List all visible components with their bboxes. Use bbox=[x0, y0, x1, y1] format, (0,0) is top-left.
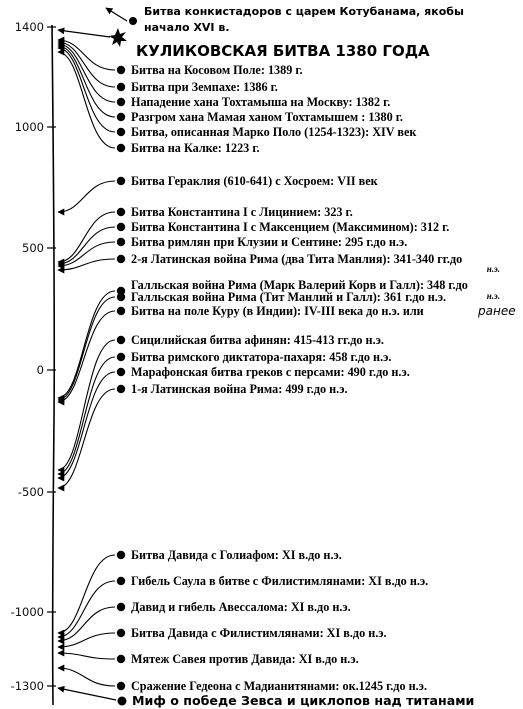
event-label: Галльская война Рима (Тит Манлий и Галл): 361 г.до н.э. bbox=[131, 290, 447, 304]
event-bullet bbox=[117, 385, 125, 393]
event-bullet bbox=[117, 223, 125, 231]
event-label: Сражение Гедеона с Мадианитянами: ок.1245 г.до н.э. bbox=[131, 679, 427, 693]
axis-tick-label: 500 bbox=[22, 241, 44, 255]
event-arrow bbox=[58, 311, 115, 402]
event-bullet bbox=[117, 238, 125, 246]
event-label: Давид и гибель Авессалома: XI в.до н.э. bbox=[131, 600, 351, 614]
event-row bbox=[58, 626, 387, 647]
event-row bbox=[58, 382, 348, 488]
footer-bullet bbox=[118, 697, 127, 706]
event-label: Битва римского диктатора-пахаря: 458 г.до н.э. bbox=[131, 350, 392, 364]
top-note-line-1: Битва конкистадоров с царем Котубанама, якобы bbox=[144, 5, 464, 18]
event-bullet bbox=[117, 307, 125, 315]
top-note-bullet bbox=[129, 17, 137, 25]
event-label: Битва римлян при Клузии и Сентине: 295 г.до н.э. bbox=[131, 235, 408, 249]
event-row bbox=[58, 652, 359, 666]
event-bullet bbox=[117, 551, 125, 559]
event-label: Битва Константина I с Лицинием: 323 г. bbox=[131, 205, 353, 219]
event-arrow bbox=[58, 212, 115, 262]
event-label-handwritten: ранее bbox=[478, 304, 516, 318]
event-arrow bbox=[58, 372, 115, 478]
event-label: 1-я Латинская война Рима: 499 г.до н.э. bbox=[131, 382, 348, 396]
event-row bbox=[58, 548, 342, 633]
event-bullet bbox=[117, 353, 125, 361]
event-bullet bbox=[117, 368, 125, 376]
event-label: Марафонская битва греков с персами: 490 г.до н.э. bbox=[131, 365, 410, 379]
top-note bbox=[106, 5, 464, 34]
event-arrow bbox=[58, 181, 115, 212]
axis-tick-label: -1000 bbox=[10, 605, 44, 619]
headline-group bbox=[58, 28, 430, 60]
event-label: Битва на Калке: 1223 г. bbox=[131, 141, 260, 155]
event-arrow bbox=[58, 653, 115, 659]
event-arrow bbox=[58, 668, 115, 686]
event-row bbox=[58, 252, 500, 274]
event-label: Битва Давида с Голиафом: XI в.до н.э. bbox=[131, 548, 342, 562]
event-bullet bbox=[117, 603, 125, 611]
event-label: Битва Гераклия (610-641) с Хосроем: VII век bbox=[131, 174, 378, 188]
event-label: Галльская война Рима (Марк Валерий Корв и Галл): 348 г.до bbox=[131, 278, 468, 292]
event-list bbox=[58, 40, 516, 693]
event-bullet bbox=[117, 208, 125, 216]
event-label: Битва, описанная Марко Поло (1254-1323): XIV век bbox=[131, 125, 417, 139]
event-arrow bbox=[58, 48, 115, 132]
event-bullet bbox=[117, 682, 125, 690]
event-arrow bbox=[58, 607, 115, 641]
axis-tick-label: 1400 bbox=[14, 20, 44, 34]
event-bullet bbox=[117, 144, 125, 152]
event-bullet bbox=[117, 629, 125, 637]
event-label: 2-я Латинская война Рима (два Тита Манлия): 341-340 гг.до bbox=[131, 252, 463, 266]
headline-arrow bbox=[58, 30, 110, 37]
event-row bbox=[58, 668, 427, 693]
axis-tick-label: -1300 bbox=[10, 679, 44, 693]
event-arrow bbox=[58, 340, 115, 470]
event-bullet bbox=[117, 66, 125, 74]
event-label: Битва на Косовом Поле: 1389 г. bbox=[131, 63, 303, 77]
star-icon bbox=[109, 28, 127, 47]
event-bullet bbox=[117, 98, 125, 106]
axis-tick-label: -500 bbox=[17, 485, 44, 499]
footer-title: Миф о победе Зевса и циклопов над титанами bbox=[132, 693, 475, 708]
event-bullet bbox=[117, 128, 125, 136]
event-label-suffix: н.э. bbox=[486, 291, 500, 301]
axis-tick-label: 0 bbox=[36, 363, 44, 377]
event-bullet bbox=[117, 83, 125, 91]
event-label: Битва Константина I с Максенцием (Максимином): 312 г. bbox=[131, 220, 450, 234]
top-note-line-2: начало XVI в. bbox=[144, 21, 230, 34]
event-label: Нападение хана Тохтамыша на Москву: 1382 г. bbox=[131, 95, 391, 109]
axis-ticks bbox=[11, 20, 56, 693]
event-arrow bbox=[58, 297, 115, 400]
event-bullet bbox=[117, 577, 125, 585]
footer-arrow bbox=[58, 688, 116, 700]
top-note-arrow bbox=[106, 8, 127, 21]
event-bullet bbox=[117, 336, 125, 344]
event-label-suffix: н.э. bbox=[486, 264, 500, 274]
event-label: Гибель Саула в битве с Филистимлянами: XI в.до н.э. bbox=[131, 574, 429, 588]
event-bullet bbox=[117, 177, 125, 185]
event-label: Битва Давида с Филистимлянами: XI в.до н.э. bbox=[131, 626, 387, 640]
event-bullet bbox=[117, 113, 125, 121]
axis-tick-label: 1000 bbox=[14, 120, 44, 134]
event-label: Разгром хана Мамая ханом Тохтамышем : 1380 г. bbox=[131, 110, 403, 124]
event-arrow bbox=[58, 227, 115, 264]
event-bullet bbox=[117, 293, 125, 301]
event-label: Сицилийская битва афинян: 415-413 гг.до н.э. bbox=[131, 333, 384, 347]
event-bullet bbox=[117, 655, 125, 663]
event-label: Мятеж Савея против Давида: XI в.до н.э. bbox=[131, 652, 359, 666]
event-arrow bbox=[58, 357, 115, 474]
event-label: Битва при Земпахе: 1386 г. bbox=[131, 80, 278, 94]
headline: КУЛИКОВСКАЯ БИТВА 1380 ГОДА bbox=[136, 42, 430, 60]
event-bullet bbox=[117, 255, 125, 263]
event-arrow bbox=[58, 44, 115, 102]
event-label: Битва на поле Куру (в Индии): IV-III века до н.э. или bbox=[131, 304, 424, 318]
